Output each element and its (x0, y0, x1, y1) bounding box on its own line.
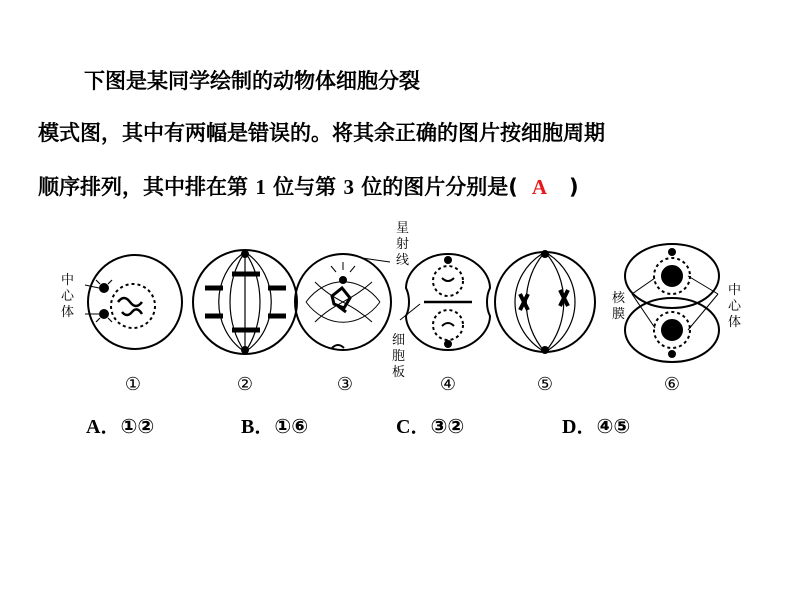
question-text-1: 下图是某同学绘制的动物体细胞分裂 (84, 69, 420, 93)
option-c-letter: C． (396, 416, 431, 438)
question-line-3 (38, 172, 579, 202)
cell-plate-char-2: 胞 (392, 349, 406, 364)
centrosome-left-char-2: 心 (61, 289, 75, 304)
answer-options (86, 410, 706, 444)
answer-letter: A (531, 175, 548, 199)
question-text-3a: 顺序排列，其中排在第 (38, 175, 248, 199)
option-d-value: ④⑤ (596, 414, 631, 438)
cell-5-diagram (495, 251, 595, 353)
centrosome-left-char-1: 中 (61, 273, 75, 288)
centrosome-right-char-3: 体 (728, 315, 742, 330)
cell-1-diagram (85, 255, 182, 349)
position-number-1: 1 (255, 175, 266, 199)
option-a-letter: A． (86, 416, 121, 438)
diagram-number-3: ③ (336, 374, 354, 395)
option-b-value: ①⑥ (274, 414, 309, 438)
centrosome-right-char-1: 中 (728, 283, 742, 298)
diagram-number-6: ⑥ (663, 374, 681, 395)
diagram-number-5: ⑤ (536, 374, 554, 395)
option-b-letter: B． (241, 416, 275, 438)
diagram-number-4: ④ (439, 374, 457, 395)
aster-char-3: 线 (396, 253, 410, 268)
cell-division-figure (0, 210, 800, 405)
option-b[interactable] (241, 410, 308, 439)
aster-char-1: 星 (396, 221, 410, 236)
option-a-value: ①② (120, 414, 155, 438)
cell-3-diagram (295, 254, 391, 350)
option-a[interactable] (86, 410, 154, 439)
diagram-number-1: ① (124, 374, 142, 395)
question-text-2: 模式图，其中有两幅是错误的。将其余正确的图片按细胞周期 (38, 121, 605, 145)
question-text-3b: 位与第 (273, 175, 337, 199)
cell-plate-char-3: 板 (392, 365, 406, 380)
question-line-2 (38, 118, 605, 148)
option-c[interactable] (396, 410, 464, 439)
question-line-1 (84, 66, 420, 96)
cell-4-diagram (400, 254, 490, 350)
nuclear-membrane-char-2: 膜 (612, 307, 626, 322)
nuclear-membrane-char-1: 核 (612, 291, 626, 306)
position-number-3: 3 (343, 175, 354, 199)
question-text-3-end: ) (569, 175, 579, 199)
centrosome-right-char-2: 心 (728, 299, 742, 314)
cell-6-diagram (625, 244, 719, 362)
option-d-letter: D． (562, 416, 597, 438)
question-text-3c: 位的图片分别是( (361, 175, 518, 199)
diagram-number-2: ② (236, 374, 254, 395)
aster-char-2: 射 (396, 237, 410, 252)
option-d[interactable] (562, 410, 630, 439)
cell-plate-char-1: 细 (392, 333, 406, 348)
option-c-value: ③② (430, 414, 465, 438)
centrosome-left-char-3: 体 (61, 305, 75, 320)
cell-2-diagram (193, 250, 297, 354)
